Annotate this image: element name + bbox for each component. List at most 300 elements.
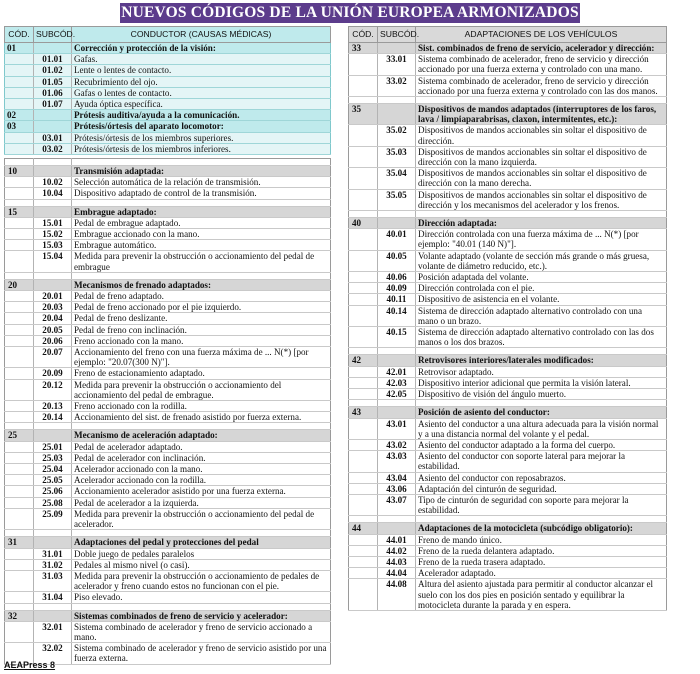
code-empty: [5, 559, 34, 570]
medical-body: [5, 43, 331, 155]
category-subcode-empty: [34, 279, 72, 290]
code-empty: [5, 65, 34, 76]
subcode-description: Asiento del conductor adaptado a la forma del cuerpo.: [416, 439, 667, 450]
subcode-description: Dirección controlada con una fuerza máxima de ... N(*) [por ejemplo: "40.01 (140 N)"].: [416, 229, 667, 250]
spacer-cell: [34, 603, 72, 610]
table-row: [5, 65, 331, 76]
category-row: [349, 355, 667, 366]
subcode: 25.09: [34, 508, 72, 529]
spacer-cell: [416, 97, 667, 104]
subcode-description: Tipo de cinturón de seguridad con soporte para mejorar la estabilidad.: [416, 494, 667, 515]
spacer-cell: [5, 199, 34, 206]
category-subcode-empty: [378, 218, 416, 229]
category-row: [5, 166, 331, 177]
header-subcod: SUBCÓD.: [34, 27, 72, 43]
table-row: [349, 250, 667, 271]
header-subcod: SUBCÓD.: [378, 27, 416, 43]
subcode: 44.01: [378, 534, 416, 545]
category-subcode-empty: [34, 610, 72, 621]
category-subcode-empty: [378, 355, 416, 366]
spacer-cell: [72, 272, 331, 279]
spacer-cell: [349, 400, 378, 407]
subcode: 10.02: [34, 177, 72, 188]
category-subcode-empty: [34, 166, 72, 177]
table-row: [5, 368, 331, 379]
table-row: [349, 168, 667, 189]
category-title: Prótesis/órtesis del aparato locomotor:: [72, 121, 331, 132]
table-row: [5, 76, 331, 87]
subcode-description: Sistema combinado de acelerador, freno de servicio y dirección accionado por una fuerza externa y controlado con una mano.: [416, 54, 667, 75]
subcode-description: Dispositivos de mandos accionables sin soltar el dispositivo de dirección y los mecanismos del acelerador y los frenos.: [416, 189, 667, 210]
right-adaptations-table: [348, 26, 667, 611]
category-title: Sist. combinados de freno de servicio, acelerador y dirección:: [416, 43, 667, 54]
table-row: [5, 188, 331, 199]
subcode-description: Asiento del conductor con reposabrazos.: [416, 472, 667, 483]
table-row: [5, 335, 331, 346]
subcode: 43.01: [378, 418, 416, 439]
subcode: 20.04: [34, 313, 72, 324]
code-empty: [5, 486, 34, 497]
spacer-cell: [416, 348, 667, 355]
table-row: [5, 412, 331, 423]
code-empty: [349, 579, 378, 611]
subcode: 40.05: [378, 250, 416, 271]
subcode-description: Selección automática de la relación de transmisión.: [72, 177, 331, 188]
spacer-row: [5, 159, 331, 166]
category-code: 42: [349, 355, 378, 366]
code-empty: [349, 54, 378, 75]
table-row: [349, 472, 667, 483]
code-empty: [5, 464, 34, 475]
category-title: Adaptaciones de la motocicleta (subcódigo obligatorio):: [416, 523, 667, 534]
subcode-description: Volante adaptado (volante de sección más grande o más gruesa, volante de diámetro reducido, etc.).: [416, 250, 667, 271]
category-row: [5, 121, 331, 132]
subcode: 20.09: [34, 368, 72, 379]
subcode: 32.02: [34, 643, 72, 664]
table-row: [349, 439, 667, 450]
category-title: Dispositivos de mandos adaptados (interruptores de los faros, lava / limpiaparabrisas, claxon, intermitentes, etc.):: [416, 104, 667, 125]
subcode: 25.05: [34, 475, 72, 486]
table-row: [349, 556, 667, 567]
code-empty: [349, 568, 378, 579]
spacer-row: [349, 400, 667, 407]
category-code: 03: [5, 121, 34, 132]
code-empty: [349, 545, 378, 556]
code-empty: [349, 294, 378, 305]
category-code: 01: [5, 43, 34, 54]
subcode: 44.04: [378, 568, 416, 579]
subcode-description: Ayuda óptica específica.: [72, 99, 331, 110]
subcode-description: Freno de mando único.: [416, 534, 667, 545]
category-code: 02: [5, 110, 34, 121]
spacer-row: [349, 211, 667, 218]
subcode: 15.01: [34, 217, 72, 228]
subcode: 40.06: [378, 272, 416, 283]
category-title: Embrague adaptado:: [72, 206, 331, 217]
subcode: 25.06: [34, 486, 72, 497]
table-row: [349, 534, 667, 545]
code-empty: [5, 217, 34, 228]
spacer-cell: [5, 603, 34, 610]
code-empty: [5, 570, 34, 591]
subcode-description: Medida para prevenir la obstrucción o accionamiento del pedal de acelerador.: [72, 508, 331, 529]
subcode: 01.02: [34, 65, 72, 76]
subcode: 15.03: [34, 240, 72, 251]
subcode-description: Medida para prevenir la obstrucción o accionamiento de pedales de acelerador y freno cuando estos no funcionan con el pie.: [72, 570, 331, 591]
code-empty: [5, 291, 34, 302]
subcode-description: Asiento del conductor con soporte lateral para mejorar la estabilidad.: [416, 451, 667, 472]
subcode: 10.04: [34, 188, 72, 199]
category-subcode-empty: [378, 407, 416, 418]
table-row: [349, 451, 667, 472]
code-empty: [5, 621, 34, 642]
subcode: 20.07: [34, 347, 72, 368]
category-code: 44: [349, 523, 378, 534]
code-empty: [349, 451, 378, 472]
subcode-description: Dispositivo interior adicional que permita la visión lateral.: [416, 377, 667, 388]
code-empty: [5, 497, 34, 508]
table-row: [349, 494, 667, 515]
table-row: [5, 302, 331, 313]
subcode-description: Medida para prevenir la obstrucción o accionamiento del pedal de embrague: [72, 251, 331, 272]
code-empty: [5, 188, 34, 199]
spacer-cell: [34, 159, 72, 166]
spacer-row: [5, 272, 331, 279]
subcode-description: Asiento del conductor a una altura adecuada para la visión normal y a una distancia normal del volante y el pedal.: [416, 418, 667, 439]
subcode: 44.08: [378, 579, 416, 611]
category-row: [349, 218, 667, 229]
table-row: [5, 217, 331, 228]
subcode-description: Dirección controlada con el pie.: [416, 283, 667, 294]
spacer-cell: [416, 211, 667, 218]
code-empty: [349, 189, 378, 210]
category-title: Mecanismos de frenado adaptados:: [72, 279, 331, 290]
left-body: [5, 159, 331, 665]
subcode-description: Acelerador accionado con la rodilla.: [72, 475, 331, 486]
subcode: 01.07: [34, 99, 72, 110]
spacer-cell: [5, 159, 34, 166]
table-row: [349, 579, 667, 611]
spacer-cell: [5, 272, 34, 279]
category-row: [349, 407, 667, 418]
category-row: [349, 104, 667, 125]
spacer-row: [5, 423, 331, 430]
code-empty: [5, 592, 34, 603]
subcode: 20.01: [34, 291, 72, 302]
spacer-cell: [72, 423, 331, 430]
category-row: [5, 537, 331, 548]
subcode-description: Altura del asiento ajustada para permitir al conductor alcanzar el suelo con los dos pies en posición sentado y equilibrar la motocicleta durante la parada y en espera.: [416, 579, 667, 611]
spacer-cell: [34, 272, 72, 279]
category-code: 10: [5, 166, 34, 177]
spacer-cell: [72, 159, 331, 166]
table-row: [349, 125, 667, 146]
table-row: [5, 570, 331, 591]
subcode: 20.13: [34, 401, 72, 412]
code-empty: [349, 125, 378, 146]
category-row: [349, 43, 667, 54]
table-row: [5, 229, 331, 240]
category-subcode-empty: [34, 430, 72, 441]
code-empty: [5, 347, 34, 368]
subcode: 42.05: [378, 389, 416, 400]
subcode: 01.06: [34, 87, 72, 98]
code-empty: [349, 366, 378, 377]
spacer-row: [349, 348, 667, 355]
subcode: 31.01: [34, 548, 72, 559]
spacer-cell: [72, 199, 331, 206]
code-empty: [5, 87, 34, 98]
category-code: 15: [5, 206, 34, 217]
table-row: [5, 497, 331, 508]
category-title: Posición de asiento del conductor:: [416, 407, 667, 418]
subcode-description: Sistema de dirección adaptado alternativo controlado con una mano o un brazo.: [416, 305, 667, 326]
table-row: [349, 272, 667, 283]
code-empty: [349, 305, 378, 326]
subcode-description: Sistema combinado de acelerador, freno de servicio y dirección accionado por una fuerza externa y controlado con las dos manos.: [416, 75, 667, 96]
subcode: 40.09: [378, 283, 416, 294]
subcode: 33.01: [378, 54, 416, 75]
table-row: [5, 143, 331, 154]
code-empty: [349, 389, 378, 400]
code-empty: [349, 556, 378, 567]
subcode: 31.03: [34, 570, 72, 591]
category-row: [5, 43, 331, 54]
subcode: 25.08: [34, 497, 72, 508]
header-cod: CÓD.: [5, 27, 34, 43]
category-subcode-empty: [34, 121, 72, 132]
table-row: [5, 54, 331, 65]
header-desc: ADAPTACIONES DE LOS VEHÍCULOS: [416, 27, 667, 43]
code-empty: [5, 475, 34, 486]
subcode-description: Dispositivos de mandos accionables sin soltar el dispositivo de dirección.: [416, 125, 667, 146]
subcode-description: Freno accionado con la mano.: [72, 335, 331, 346]
table-row: [349, 294, 667, 305]
category-subcode-empty: [34, 43, 72, 54]
category-subcode-empty: [34, 537, 72, 548]
category-code: 43: [349, 407, 378, 418]
subcode: 44.03: [378, 556, 416, 567]
subcode-description: Dispositivos de mandos accionables sin soltar el dispositivo de dirección con la mano derecha.: [416, 168, 667, 189]
code-empty: [5, 379, 34, 400]
spacer-cell: [378, 400, 416, 407]
table-row: [5, 313, 331, 324]
category-title: Adaptaciones del pedal y protecciones del pedal: [72, 537, 331, 548]
table-row: [5, 441, 331, 452]
spacer-cell: [34, 199, 72, 206]
subcode: 35.04: [378, 168, 416, 189]
subcode: 31.02: [34, 559, 72, 570]
code-empty: [5, 76, 34, 87]
code-empty: [5, 412, 34, 423]
category-title: Retrovisores interiores/laterales modificados:: [416, 355, 667, 366]
category-subcode-empty: [34, 206, 72, 217]
subcode: 25.03: [34, 452, 72, 463]
code-empty: [5, 251, 34, 272]
subcode-description: Accionamiento del sist. de frenado asistido por fuerza externa.: [72, 412, 331, 423]
code-empty: [349, 75, 378, 96]
category-row: [5, 430, 331, 441]
subcode: 25.04: [34, 464, 72, 475]
table-row: [349, 483, 667, 494]
subcode: 42.03: [378, 377, 416, 388]
subcode-description: Pedal de acelerador adaptado.: [72, 441, 331, 452]
left-adaptations-table: [4, 158, 331, 665]
category-row: [5, 279, 331, 290]
category-row: [5, 206, 331, 217]
page-title: NUEVOS CÓDIGOS DE LA UNIÓN EUROPEA ARMONIZADOS: [121, 4, 579, 21]
subcode-description: Dispositivo adaptado de control de la transmisión.: [72, 188, 331, 199]
subcode-description: Pedal de acelerador a la izquierda.: [72, 497, 331, 508]
spacer-row: [5, 530, 331, 537]
subcode-description: Doble juego de pedales paralelos: [72, 548, 331, 559]
subcode-description: Sistema combinado de acelerador y freno de servicio asistido por una fuerza externa.: [72, 643, 331, 664]
category-title: Transmisión adaptada:: [72, 166, 331, 177]
table-row: [5, 240, 331, 251]
table-row: [5, 486, 331, 497]
category-code: 33: [349, 43, 378, 54]
subcode: 43.06: [378, 483, 416, 494]
subcode-description: Dispositivos de mandos accionables sin soltar el dispositivo de dirección con la mano izquierda.: [416, 146, 667, 167]
subcode: 20.06: [34, 335, 72, 346]
table-row: [349, 377, 667, 388]
code-empty: [349, 534, 378, 545]
spacer-cell: [349, 348, 378, 355]
spacer-cell: [72, 530, 331, 537]
code-empty: [349, 168, 378, 189]
category-subcode-empty: [378, 104, 416, 125]
subcode: 43.02: [378, 439, 416, 450]
right-body: [349, 43, 667, 611]
subcode-description: Freno accionado con la rodilla.: [72, 401, 331, 412]
subcode: 01.01: [34, 54, 72, 65]
subcode-description: Acelerador adaptado.: [416, 568, 667, 579]
table-row: [349, 545, 667, 556]
category-code: 20: [5, 279, 34, 290]
code-empty: [5, 548, 34, 559]
subcode-description: Adaptación del cinturón de seguridad.: [416, 483, 667, 494]
table-row: [5, 87, 331, 98]
spacer-row: [5, 603, 331, 610]
subcode: 42.01: [378, 366, 416, 377]
subcode: 40.01: [378, 229, 416, 250]
subcode-description: Pedal de acelerador con inclinación.: [72, 452, 331, 463]
category-code: 31: [5, 537, 34, 548]
category-subcode-empty: [378, 523, 416, 534]
subcode: 35.03: [378, 146, 416, 167]
subcode: 43.03: [378, 451, 416, 472]
subcode: 33.02: [378, 75, 416, 96]
subcode-description: Dispositivo de asistencia en el volante.: [416, 294, 667, 305]
code-empty: [349, 377, 378, 388]
category-row: [5, 610, 331, 621]
subcode: 15.02: [34, 229, 72, 240]
subcode-description: Sistema de dirección adaptado alternativo controlado con las dos manos o los dos brazos.: [416, 327, 667, 348]
subcode: 35.05: [378, 189, 416, 210]
code-empty: [5, 313, 34, 324]
category-title: Sistemas combinados de freno de servicio y acelerador:: [72, 610, 331, 621]
subcode: 43.07: [378, 494, 416, 515]
category-subcode-empty: [34, 110, 72, 121]
spacer-row: [5, 199, 331, 206]
table-row: [5, 132, 331, 143]
table-row: [5, 99, 331, 110]
category-subcode-empty: [378, 43, 416, 54]
subcode-description: Lente o lentes de contacto.: [72, 65, 331, 76]
code-empty: [5, 452, 34, 463]
subcode: 20.14: [34, 412, 72, 423]
spacer-cell: [416, 516, 667, 523]
code-empty: [349, 494, 378, 515]
spacer-cell: [349, 516, 378, 523]
subcode: 20.12: [34, 379, 72, 400]
code-empty: [5, 229, 34, 240]
subcode-description: Accionamiento acelerador asistido por una fuerza externa.: [72, 486, 331, 497]
table-row: [349, 75, 667, 96]
table-row: [5, 251, 331, 272]
code-empty: [5, 335, 34, 346]
code-empty: [5, 54, 34, 65]
subcode-description: Gafas.: [72, 54, 331, 65]
code-empty: [349, 250, 378, 271]
table-row: [349, 366, 667, 377]
spacer-cell: [5, 423, 34, 430]
subcode-description: Freno de la rueda trasera adaptado.: [416, 556, 667, 567]
table-row: [5, 592, 331, 603]
subcode: 35.02: [378, 125, 416, 146]
table-row: [5, 452, 331, 463]
table-row: [349, 327, 667, 348]
subcode: 43.04: [378, 472, 416, 483]
category-code: 25: [5, 430, 34, 441]
code-empty: [349, 418, 378, 439]
category-row: [349, 523, 667, 534]
header-desc: CONDUCTOR (CAUSAS MÉDICAS): [72, 27, 331, 43]
code-empty: [349, 472, 378, 483]
code-empty: [5, 177, 34, 188]
subcode: 40.11: [378, 294, 416, 305]
code-empty: [5, 302, 34, 313]
subcode-description: Gafas o lentes de contacto.: [72, 87, 331, 98]
code-empty: [349, 483, 378, 494]
code-empty: [5, 368, 34, 379]
header-cod: CÓD.: [349, 27, 378, 43]
table-row: [5, 379, 331, 400]
code-empty: [349, 283, 378, 294]
subcode: 20.05: [34, 324, 72, 335]
category-code: 40: [349, 218, 378, 229]
code-empty: [5, 143, 34, 154]
category-title: Dirección adaptada:: [416, 218, 667, 229]
spacer-cell: [378, 348, 416, 355]
subcode: 40.15: [378, 327, 416, 348]
footer-publisher: AEAPress 8: [4, 660, 56, 670]
category-code: 32: [5, 610, 34, 621]
code-empty: [5, 240, 34, 251]
table-row: [349, 54, 667, 75]
table-row: [5, 177, 331, 188]
code-empty: [5, 401, 34, 412]
subcode-description: Pedal de freno accionado por el pie izquierdo.: [72, 302, 331, 313]
subcode: 01.05: [34, 76, 72, 87]
spacer-cell: [34, 423, 72, 430]
subcode: 40.14: [378, 305, 416, 326]
table-row: [349, 305, 667, 326]
table-row: [5, 347, 331, 368]
code-empty: [5, 324, 34, 335]
subcode-description: Embrague accionado con la mano.: [72, 229, 331, 240]
category-title: Corrección y protección de la visión:: [72, 43, 331, 54]
